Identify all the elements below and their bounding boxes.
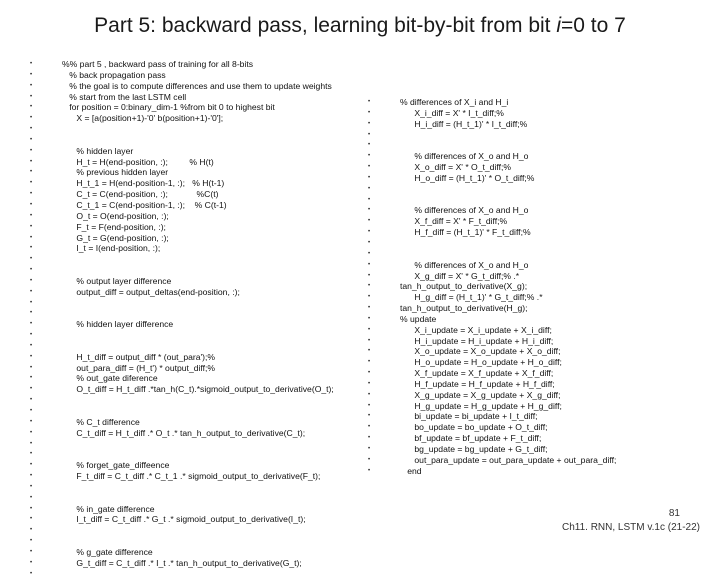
code-line	[30, 514, 360, 525]
code-line	[30, 102, 360, 113]
code-line	[368, 336, 698, 347]
code-line-text: % differences of X_o and H_o	[414, 259, 529, 270]
code-line	[368, 411, 698, 422]
code-line	[30, 178, 360, 189]
code-line	[30, 460, 360, 471]
code-line	[368, 216, 698, 227]
code-line-text: H_t = H(end-position, :); % H(t)	[76, 156, 214, 167]
code-line	[30, 200, 360, 211]
code-line	[30, 70, 360, 81]
code-line	[368, 390, 698, 401]
code-line-text: H_g_diff = (H_t_1)' * G_t_diff;% .*	[414, 292, 543, 303]
code-line-text: end	[407, 465, 422, 476]
code-line-text: H_f_diff = (H_t_1)' * F_t_diff;%	[414, 227, 531, 238]
code-line	[30, 439, 360, 450]
code-line	[30, 373, 360, 384]
code-line-text: tan_h_output_to_derivative(X_g);	[400, 281, 528, 292]
code-line-text: G_t = G(end-position, :);	[76, 232, 169, 243]
code-line	[368, 325, 698, 336]
code-line	[30, 222, 360, 233]
code-line-text: I_t = I(end-position, :);	[76, 243, 161, 254]
code-line	[368, 140, 698, 151]
code-line	[368, 357, 698, 368]
code-line-text: %% part 5 , backward pass of training for all 8-bits	[62, 59, 254, 69]
code-line-text: % differences of X_i and H_i	[400, 97, 509, 107]
code-line-text: X_i_update = X_i_update + X_i_diff;	[414, 324, 552, 335]
code-line	[30, 363, 360, 374]
code-line	[368, 97, 698, 108]
code-line	[30, 146, 360, 157]
code-line-text: F_t = F(end-position, :);	[76, 221, 166, 232]
code-line-text: bg_update = bg_update + G_t_diff;	[414, 444, 548, 454]
code-line-text: % hidden layer difference	[76, 319, 174, 330]
code-line-text: G_t_diff = C_t_diff .* I_t .* tan_h_output_to_derivative(G_t);	[76, 557, 302, 568]
code-line-text: H_t_1 = H(end-position-1, :); % H(t-1)	[76, 178, 225, 189]
code-line-text: X_f_update = X_f_update + X_f_diff;	[414, 368, 554, 379]
code-line-text: % start from the last LSTM cell	[69, 91, 187, 102]
code-line	[30, 59, 360, 70]
code-line	[30, 471, 360, 482]
code-line	[30, 525, 360, 536]
code-line-text: H_o_update = H_o_update + H_o_diff;	[414, 357, 562, 368]
code-line-text: C_t_1 = C(end-position-1, :); % C(t-1)	[76, 199, 227, 210]
code-line-text: % back propagation pass	[69, 69, 166, 80]
code-line-text: % hidden layer	[76, 145, 134, 156]
code-line	[368, 108, 698, 119]
code-line	[368, 205, 698, 216]
code-line	[30, 233, 360, 244]
code-line-text: H_i_diff = (H_t_1)' * I_t_diff;%	[414, 118, 528, 129]
code-line-text: X_o_diff = X' * O_t_diff;%	[414, 162, 512, 173]
code-line	[30, 384, 360, 395]
code-line-text: % differences of X_o and H_o	[414, 205, 529, 216]
code-line	[368, 260, 698, 271]
code-line	[368, 119, 698, 130]
code-line	[368, 422, 698, 433]
code-line	[30, 189, 360, 200]
code-line	[30, 482, 360, 493]
code-line-text: bo_update = bo_update + O_t_diff;	[414, 422, 548, 433]
code-line	[30, 113, 360, 124]
code-line-text: C_t = C(end-position, :); %C(t)	[76, 189, 219, 200]
code-line	[368, 303, 698, 314]
code-line-text: bi_update = bi_update + I_t_diff;	[414, 411, 538, 422]
code-line	[30, 254, 360, 265]
code-line	[30, 157, 360, 168]
code-line-text: X_f_diff = X' * F_t_diff;%	[414, 216, 508, 227]
page-number: 81	[668, 508, 680, 519]
code-line	[368, 162, 698, 173]
code-line	[30, 341, 360, 352]
code-line	[30, 265, 360, 276]
code-line	[30, 493, 360, 504]
code-line	[368, 444, 698, 455]
code-line	[368, 151, 698, 162]
code-line	[30, 319, 360, 330]
code-line	[30, 276, 360, 287]
course-label: Ch11. RNN, LSTM v.1c (21-22)	[561, 522, 700, 533]
code-line-text: for position = 0:binary_dim-1 %from bit 0 to highest bit	[69, 102, 275, 113]
title-prefix: Part 5: backward pass, learning bit-by-bit from bit	[94, 14, 557, 37]
code-line	[368, 130, 698, 141]
code-line-text: C_t_diff = H_t_diff .* O_t .* tan_h_output_to_derivative(C_t);	[76, 427, 306, 438]
code-line-text: X = [a(position+1)-'0' b(position+1)-'0'];	[76, 113, 224, 124]
code-line	[368, 368, 698, 379]
code-line	[30, 428, 360, 439]
code-line	[30, 406, 360, 417]
code-line-text: % out_gate diference	[76, 373, 158, 384]
code-line	[368, 455, 698, 466]
code-column-right	[368, 97, 698, 477]
code-line	[368, 466, 698, 477]
code-line-text: F_t_diff = C_t_diff .* C_t_1 .* sigmoid_output_to_derivative(F_t);	[76, 471, 321, 482]
code-line-text: tan_h_output_to_derivative(H_g);	[400, 303, 528, 314]
code-line	[30, 135, 360, 146]
code-line	[30, 547, 360, 558]
code-line	[30, 287, 360, 298]
code-line-text: O_t_diff = H_t_diff .*tan_h(C_t).*sigmoid_output_to_derivative(O_t);	[76, 384, 334, 395]
code-line-text: O_t = O(end-position, :);	[76, 210, 169, 221]
code-line-text: out_para_update = out_para_update + out_para_diff;	[414, 454, 617, 465]
code-line-text: output_diff = output_deltas(end-position, :);	[76, 286, 240, 297]
code-line-text: % previous hidden layer	[76, 167, 169, 178]
title-suffix: =0 to 7	[561, 14, 626, 37]
code-line	[368, 346, 698, 357]
code-line	[30, 417, 360, 428]
code-line	[368, 401, 698, 412]
code-line-text: % output layer difference	[76, 275, 172, 286]
code-line	[30, 504, 360, 515]
code-line-text: X_i_diff = X' * I_t_diff;%	[414, 107, 504, 118]
code-line-text: bf_update = bf_update + F_t_diff;	[414, 433, 542, 444]
code-line-text: X_g_update = X_g_update + X_g_diff;	[414, 389, 561, 400]
code-line-text: H_g_update = H_g_update + H_g_diff;	[414, 400, 562, 411]
code-line-text: I_t_diff = C_t_diff .* G_t .* sigmoid_output_to_derivative(I_t);	[76, 514, 306, 525]
code-line-text: % the goal is to compute differences and use them to update weights	[69, 80, 332, 91]
code-line	[30, 298, 360, 309]
code-column-left	[30, 59, 360, 580]
code-line-text: % g_gate difference	[76, 546, 153, 557]
code-line	[30, 558, 360, 569]
code-line-text: H_o_diff = (H_t_1)' * O_t_diff;%	[414, 172, 535, 183]
code-line	[30, 395, 360, 406]
code-line	[368, 281, 698, 292]
code-line-text: % differences of X_o and H_o	[414, 151, 529, 162]
code-line	[30, 569, 360, 580]
code-line-text: % update	[400, 313, 437, 324]
code-line-text: % C_t difference	[76, 416, 140, 427]
code-line-text: out_para_diff = (H_t') * output_diff;%	[76, 362, 216, 373]
code-line	[368, 238, 698, 249]
code-line	[30, 211, 360, 222]
code-line	[30, 124, 360, 135]
title-variable: i	[556, 14, 562, 37]
code-line-text: X_g_diff = X' * G_t_diff;% .*	[414, 270, 520, 281]
code-line	[30, 92, 360, 103]
code-line-text: H_f_update = H_f_update + H_f_diff;	[414, 378, 555, 389]
code-line-text: H_t_diff = output_diff * (out_para');%	[76, 351, 216, 362]
code-line	[368, 314, 698, 325]
code-line	[368, 173, 698, 184]
code-line	[368, 433, 698, 444]
code-line	[368, 184, 698, 195]
code-line-text: X_o_update = X_o_update + X_o_diff;	[414, 346, 561, 357]
code-line	[30, 352, 360, 363]
code-line-text: % in_gate difference	[76, 503, 155, 514]
code-line	[30, 81, 360, 92]
code-line	[30, 330, 360, 341]
code-line	[30, 536, 360, 547]
code-line	[30, 243, 360, 254]
code-line	[368, 292, 698, 303]
code-line	[30, 167, 360, 178]
code-line	[368, 227, 698, 238]
slide-title	[0, 14, 720, 38]
code-line	[368, 249, 698, 260]
code-line	[30, 449, 360, 460]
code-line-text: H_i_update = H_i_update + H_i_diff;	[414, 335, 554, 346]
code-line	[30, 308, 360, 319]
code-line	[368, 379, 698, 390]
code-line	[368, 195, 698, 206]
code-line-text: % forget_gate_diffeence	[76, 460, 170, 471]
code-line	[368, 271, 698, 282]
